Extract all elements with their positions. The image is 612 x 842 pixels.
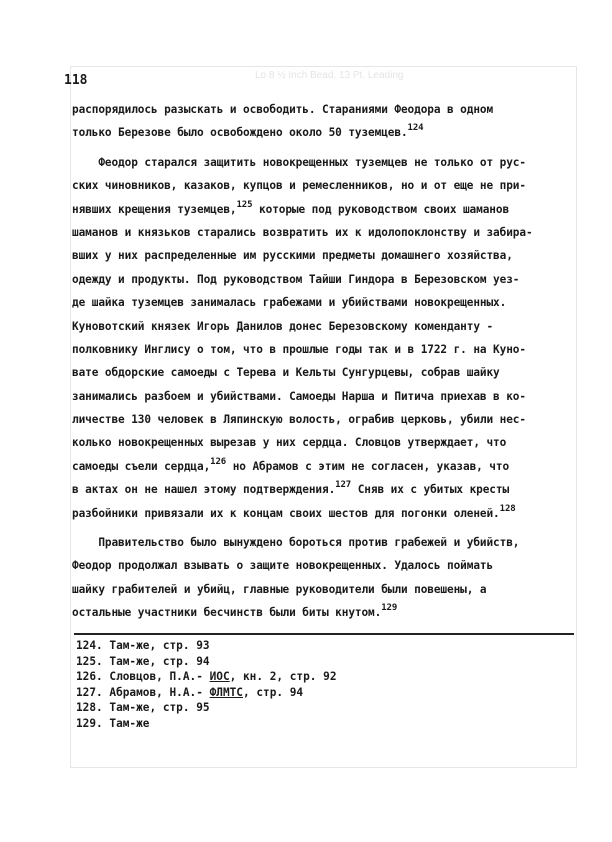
footnote-item: 126. Словцов, П.А.- ИОС, кн. 2, стр. 92 [76,670,337,684]
text-line: остальные участники бесчинств были биты кнутом.$^{129}$ [72,603,398,620]
footnote-ref: 124 [407,123,424,134]
text-line: шаманов и князьков старались возвратить их к идолопоклонству и забира- [72,225,533,239]
text-line: вших у них распределенные им русскими предметы домашнего хозяйства, [72,249,513,263]
watermark-text: Lo 8 ½ Inch Bead, 13 Pt. Leading [255,70,404,81]
text-line: Правительство было вынуждено бороться против грабежей и убийств, [72,536,520,550]
footnote-item: 129. Там-же [76,716,150,730]
text-line: одежду и продукты. Под руководством Тайши Гиндора в Березовском уез- [72,272,520,286]
source-abbreviation: ИОС [209,670,230,684]
footnote-ref: 126 [210,456,227,467]
footnote-item: 124. Там-же, стр. 93 [76,639,210,652]
text-line: Феодор старался защитить новокрещенных туземцев не только от рус- [72,155,526,169]
footnote-separator [74,633,574,635]
text-line: нявших крещения туземцев,$^{125}$ которые под руководством своих шаманов [72,199,510,216]
footnote-item: 127. Абрамов, Н.А.- ФЛМТС, стр. 94 [76,685,304,699]
footnote-item: 128. Там-же, стр. 95 [76,701,210,715]
text-line: в актах он не нашел этому подтверждения.$^{127}$ Сняв их с убитых кресты [72,480,510,497]
footnote-ref: 128 [499,503,516,514]
text-line: колько новокрещенных вырезав у них сердца. Словцов утверждает, что [72,436,507,450]
text-line: полковнику Инглису о том, что в прошлые годы так и в 1722 г. на Куно- [72,342,526,356]
text-line: разбойники привязали их к концам своих шестов для погонки оленей.$^{128}$ [72,503,516,520]
text-line: Куновотский князек Игорь Данилов донес Березовскому коменданту - [72,319,494,333]
text-line: Феодор продолжал взывать о защите новокрещенных. Удалось поймать [72,559,494,573]
text-line: шайку грабителей и убийц, главные руководители были повешены, а [72,582,487,596]
footnote-ref: 125 [236,199,253,210]
footnote-ref: 129 [381,603,398,614]
footnote-ref: 127 [335,480,352,491]
text-line: занимались разбоем и убийствами. Самоеды Нарша и Питича приехав в ко- [72,389,526,403]
text-line: распорядилось разыскать и освободить. Стараниями Феодора в одном [72,103,494,116]
text-line: только Березове было освобождено около 50 туземцев.$^{124}$ [72,123,424,140]
footnote-item: 125. Там-же, стр. 94 [76,654,210,668]
text-line: де шайка туземцев занималась грабежами и убийствами новокрещенных. [72,296,507,310]
source-abbreviation: ФЛМТС [209,685,243,699]
body-text [72,98,580,625]
text-line: самоеды съели сердца,$^{126}$ но Абрамов с этим не согласен, указав, что [72,456,510,473]
text-line: ских чиновников, казаков, купцов и ремесленников, но и от еще не при- [72,179,526,193]
text-line: вате обдорские самоеды с Терева и Кельты Сунгурцевы, собрав шайку [72,366,500,380]
page-number: 118 [64,73,88,88]
text-line: личестве 130 человек в Ляпинскую волость, ограбив церковь, убили нес- [72,413,526,427]
footnotes [76,638,337,732]
